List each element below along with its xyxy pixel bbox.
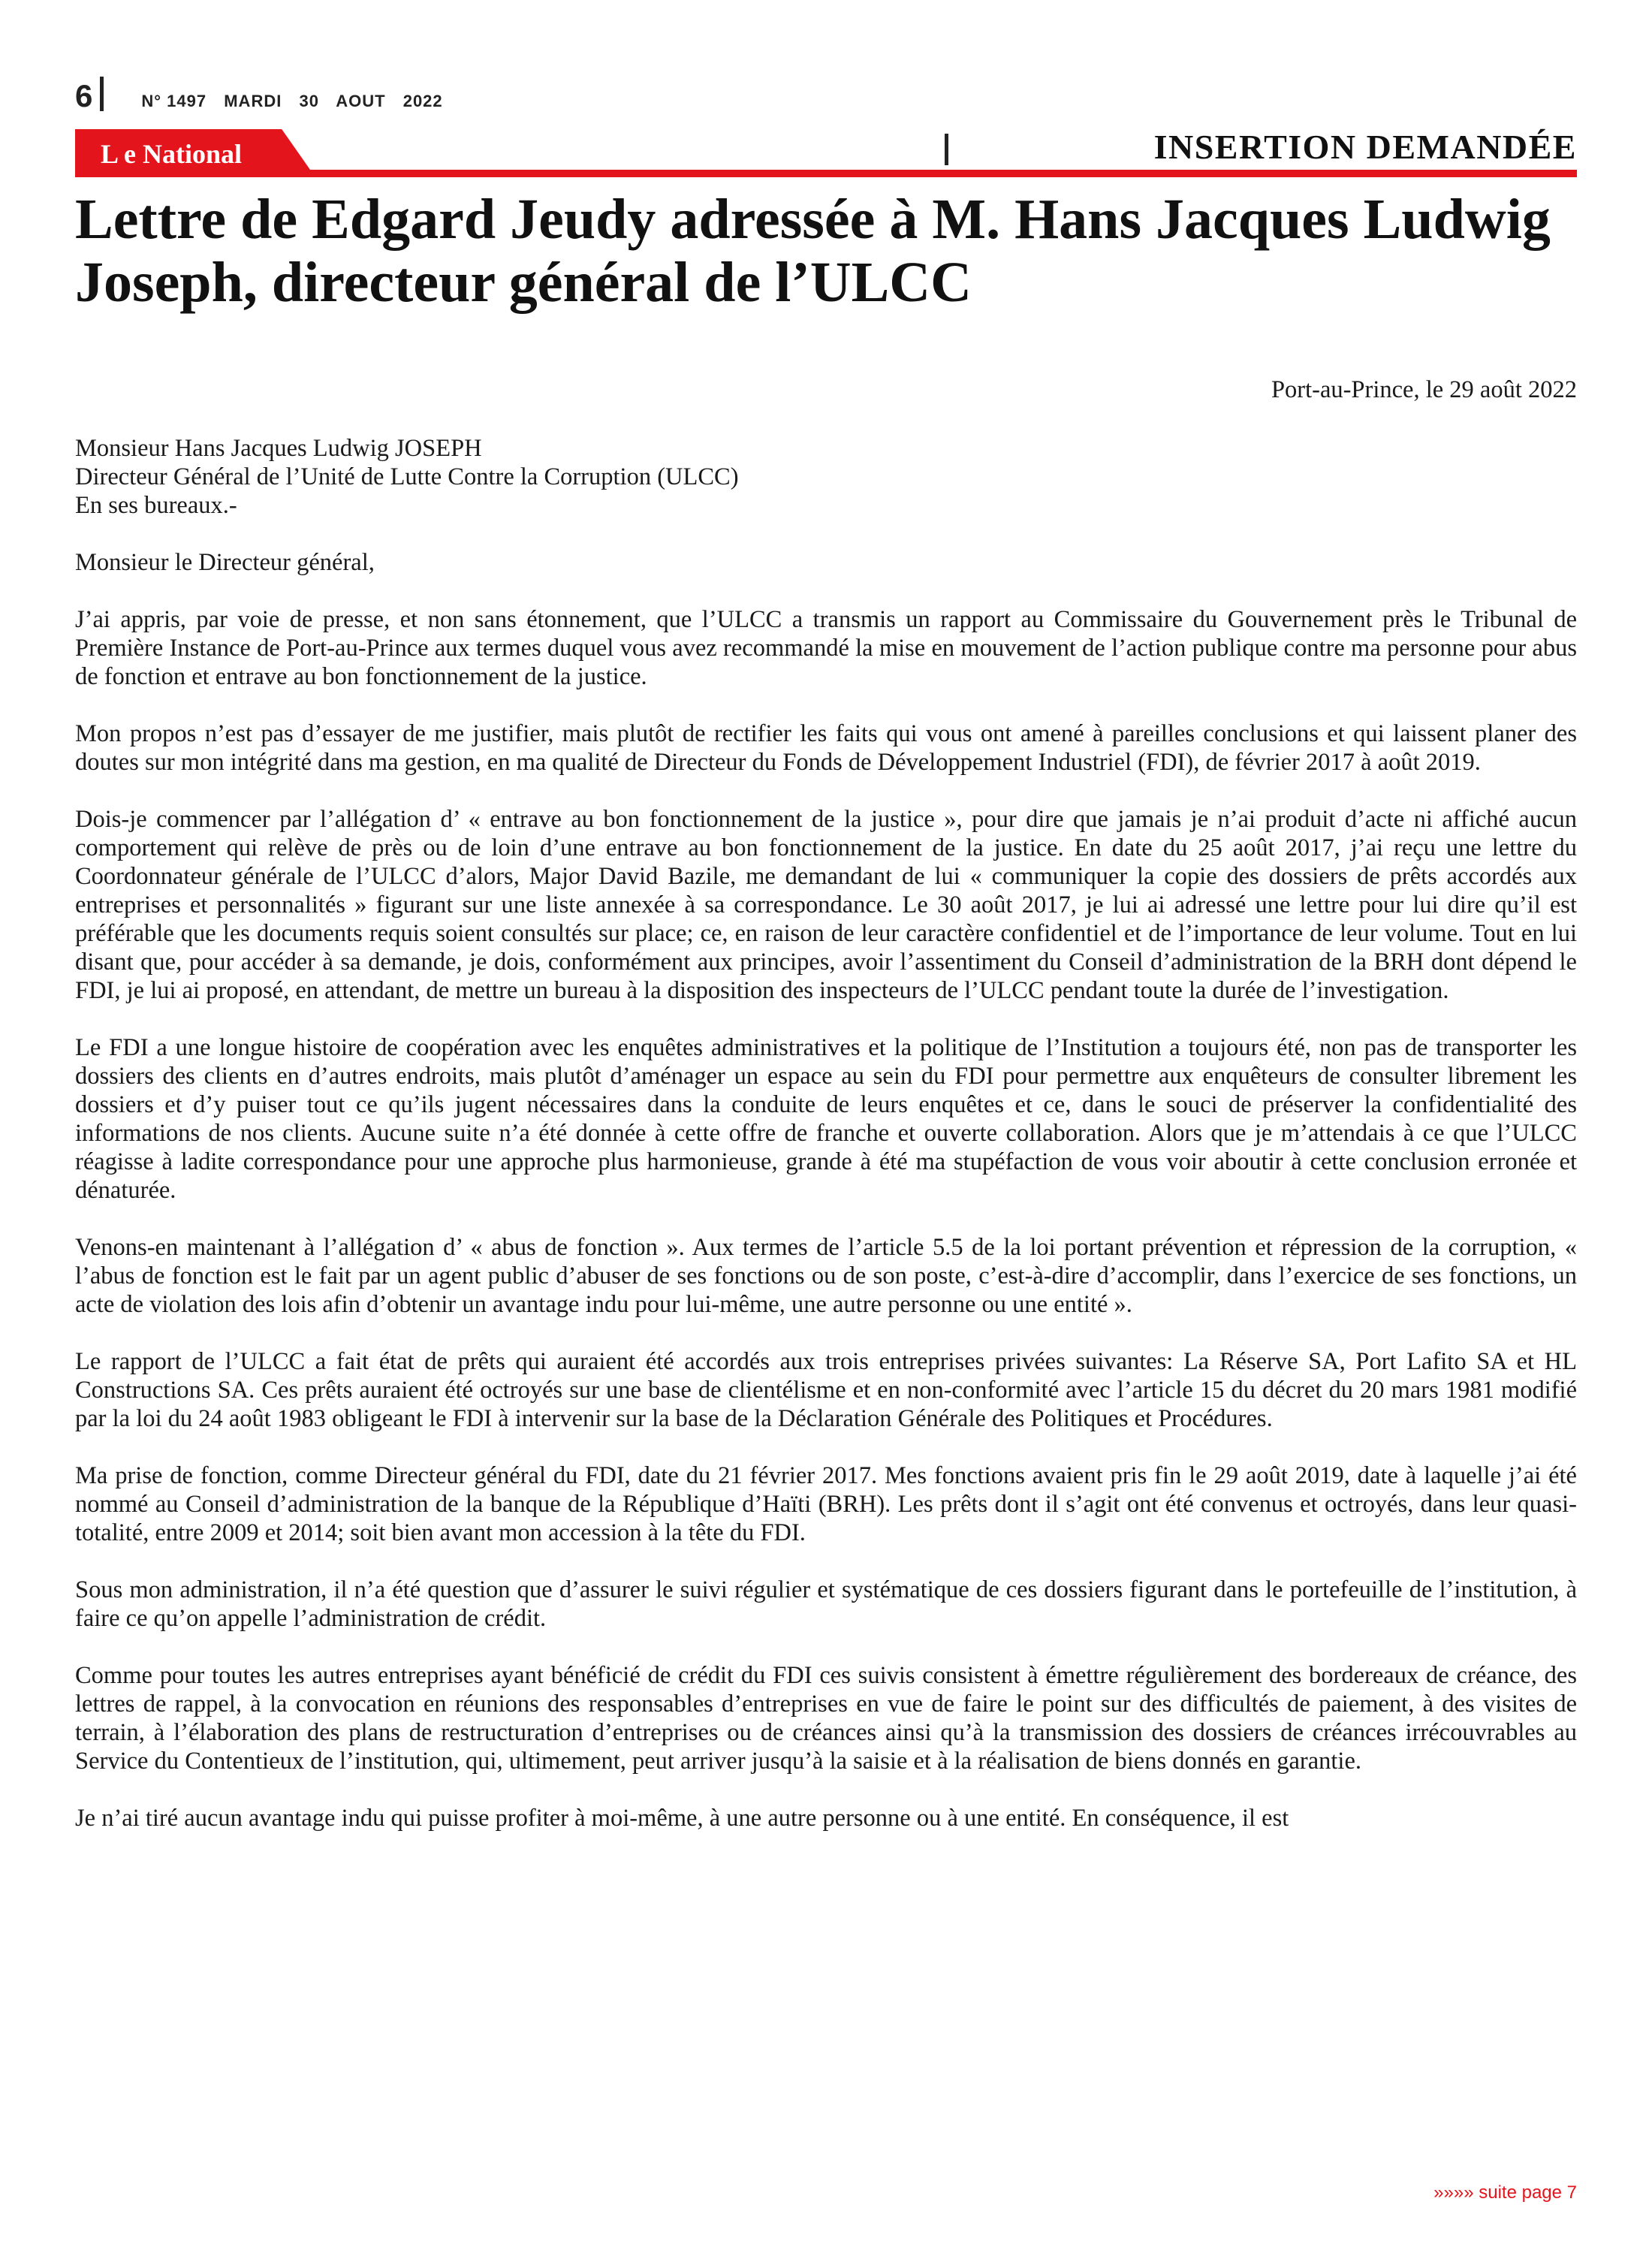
- section-divider: [945, 134, 948, 165]
- issue-info: [141, 92, 454, 111]
- recipient-location: En ses bureaux.-: [75, 492, 237, 519]
- recipient-title: Directeur Général de l’Unité de Lutte Contre la Corruption (ULCC): [75, 463, 739, 490]
- letter-body: [75, 376, 1577, 1861]
- place-date: Port-au-Prince, le 29 août 2022: [1271, 376, 1577, 403]
- issue-date: 30: [299, 92, 319, 110]
- recipient-name: Monsieur Hans Jacques Ludwig JOSEPH: [75, 435, 482, 462]
- paragraph: Je n’ai tiré aucun avantage indu qui puisse profiter à moi-même, à une autre personne ou à une entité. En conséquence, il est: [75, 1805, 1289, 1832]
- recipient-block: [75, 434, 1577, 520]
- issue-month: AOUT: [336, 92, 386, 110]
- paragraph: J’ai appris, par voie de presse, et non sans étonnement, que l’ULCC a transmis un rapport au Commissaire du Gouvernement près le Tribunal de Première Instance de Port-au-Prince aux termes duquel vous avez recommandé la mise en mouvement de l’action publique contre ma personne pour abus de fonction et entrave au bon fonctionnement de la justice.: [75, 606, 1577, 690]
- paragraph: Le rapport de l’ULCC a fait état de prêts qui auraient été accordés aux trois entreprises privées suivantes: La Réserve SA, Port Lafito SA et HL Constructions SA. Ces prêts auraient été octroyés sur une base de clientélisme et en non-conformité avec l’article 15 du décret du 20 mars 1981 modifié par la loi du 24 août 1983 obligeant le FDI à intervenir sur la base de la Déclaration Générale des Politiques et Procédures.: [75, 1348, 1577, 1432]
- folio-divider: [100, 77, 104, 111]
- paragraph: Dois-je commencer par l’allégation d’ « entrave au bon fonctionnement de la justice », pour dire que jamais je n’ai produit d’acte ni affiché aucun comportement qui relève de près ou de loin d’une entrave au bon fonctionnement de la justice. En date du 25 août 2017, j’ai reçu une lettre du Coordonnateur générale de l’ULCC d’alors, Major David Bazile, me demandant de lui « communiquer la copie des dossiers de prêts accordés aux entreprises et personnalités » figurant sur une liste annexée à sa correspondance. Le 30 août 2017, je lui ai adressé une lettre pour lui dire qu’il est préférable que les documents requis soient consultés sur place; ce, en raison de leur caractère confidentiel et de l’importance de leur volume. Tout en lui disant que, pour accéder à sa demande, je dois, conformément aux principes, avoir l’assentiment du Conseil d’administration de la BRH dont dépend le FDI, je lui ai proposé, en attendant, de mettre un bureau à la disposition des inspecteurs de l’ULCC pendant toute la durée de l’investigation.: [75, 806, 1577, 1004]
- page-number: 6: [75, 78, 93, 113]
- issue-number: N° 1497: [141, 92, 207, 110]
- salutation: Monsieur le Directeur général,: [75, 549, 375, 576]
- section-label: INSERTION DEMANDÉE: [1153, 128, 1577, 166]
- folio-line: [75, 72, 455, 114]
- paragraph: Venons-en maintenant à l’allégation d’ « abus de fonction ». Aux termes de l’article 5.5 de la loi portant prévention et répression de la corruption, « l’abus de fonction est le fait par un agent public d’abuser de ses fonctions ou de son poste, c’est-à-dire d’accomplir, dans l’exercice de ses fonctions, un acte de violation des lois afin d’obtenir un avantage indu pour lui-même, une autre personne ou une entité ».: [75, 1234, 1577, 1318]
- issue-year: 2022: [402, 92, 443, 110]
- paragraph: Le FDI a une longue histoire de coopération avec les enquêtes administratives et la politique de l’Institution a toujours été, non pas de transporter les dossiers des clients en d’autres endroits, mais plutôt d’aménager un espace au sein du FDI pour permettre aux enquêteurs de consulter librement les dossiers et d’y puiser tout ce qu’ils jugent nécessaires dans la conduite de leurs enquêtes et ce, dans le souci de préserver la confidentialité des informations de nos clients. Aucune suite n’a été donnée à cette offre de franche et ouverte collaboration. Alors que je m’attendais à ce que l’ULCC réagisse à ladite correspondance pour une approche plus harmonieuse, grande à été ma stupéfaction de vous voir aboutir à cette conclusion erronée et dénaturée.: [75, 1034, 1577, 1204]
- masthead: [75, 123, 1577, 177]
- continued-link[interactable]: »»»» suite page 7: [1433, 2182, 1577, 2203]
- paragraph: Comme pour toutes les autres entreprises ayant bénéficié de crédit du FDI ces suivis consistent à émettre régulièrement des bordereaux de créance, des lettres de rappel, à la convocation en réunions des responsables d’entreprises en vue de faire le point sur des difficultés de paiement, à des visites de terrain, à l’élaboration des plans de restructuration d’entreprises ou de créances ainsi qu’à la transmission des dossiers de créances irrécouvrables au Service du Contentieux de l’institution, qui, ultimement, peut arriver jusqu’à la saisie et à la réalisation de biens donnés en garantie.: [75, 1662, 1577, 1775]
- paper-name: L e National: [101, 139, 243, 169]
- paragraph: Sous mon administration, il n’a été question que d’assurer le suivi régulier et systématique de ces dossiers figurant dans le portefeuille de l’institution, à faire ce qu’on appelle l’administration de crédit.: [75, 1576, 1577, 1632]
- paragraph: Mon propos n’est pas d’essayer de me justifier, mais plutôt de rectifier les faits qui vous ont amené à pareilles conclusions et qui laissent planer des doutes sur mon intégrité dans ma gestion, en ma qualité de Directeur du Fonds de Développement Industriel (FDI), de février 2017 à août 2019.: [75, 720, 1577, 776]
- issue-day: MARDI: [224, 92, 282, 110]
- article-title: Lettre de Edgard Jeudy adressée à M. Hans Jacques Ludwig Joseph, directeur général de l’ULCC: [75, 188, 1551, 314]
- newspaper-page: [75, 0, 1577, 2253]
- paragraph: Ma prise de fonction, comme Directeur général du FDI, date du 21 février 2017. Mes fonctions avaient pris fin le 29 août 2019, date à laquelle j’ai été nommé au Conseil d’administration de la banque de la République d’Haïti (BRH). Les prêts dont il s’agit ont été convenus et octroyés, dans leur quasi-totalité, entre 2009 et 2014; soit bien avant mon accession à la tête du FDI.: [75, 1462, 1577, 1546]
